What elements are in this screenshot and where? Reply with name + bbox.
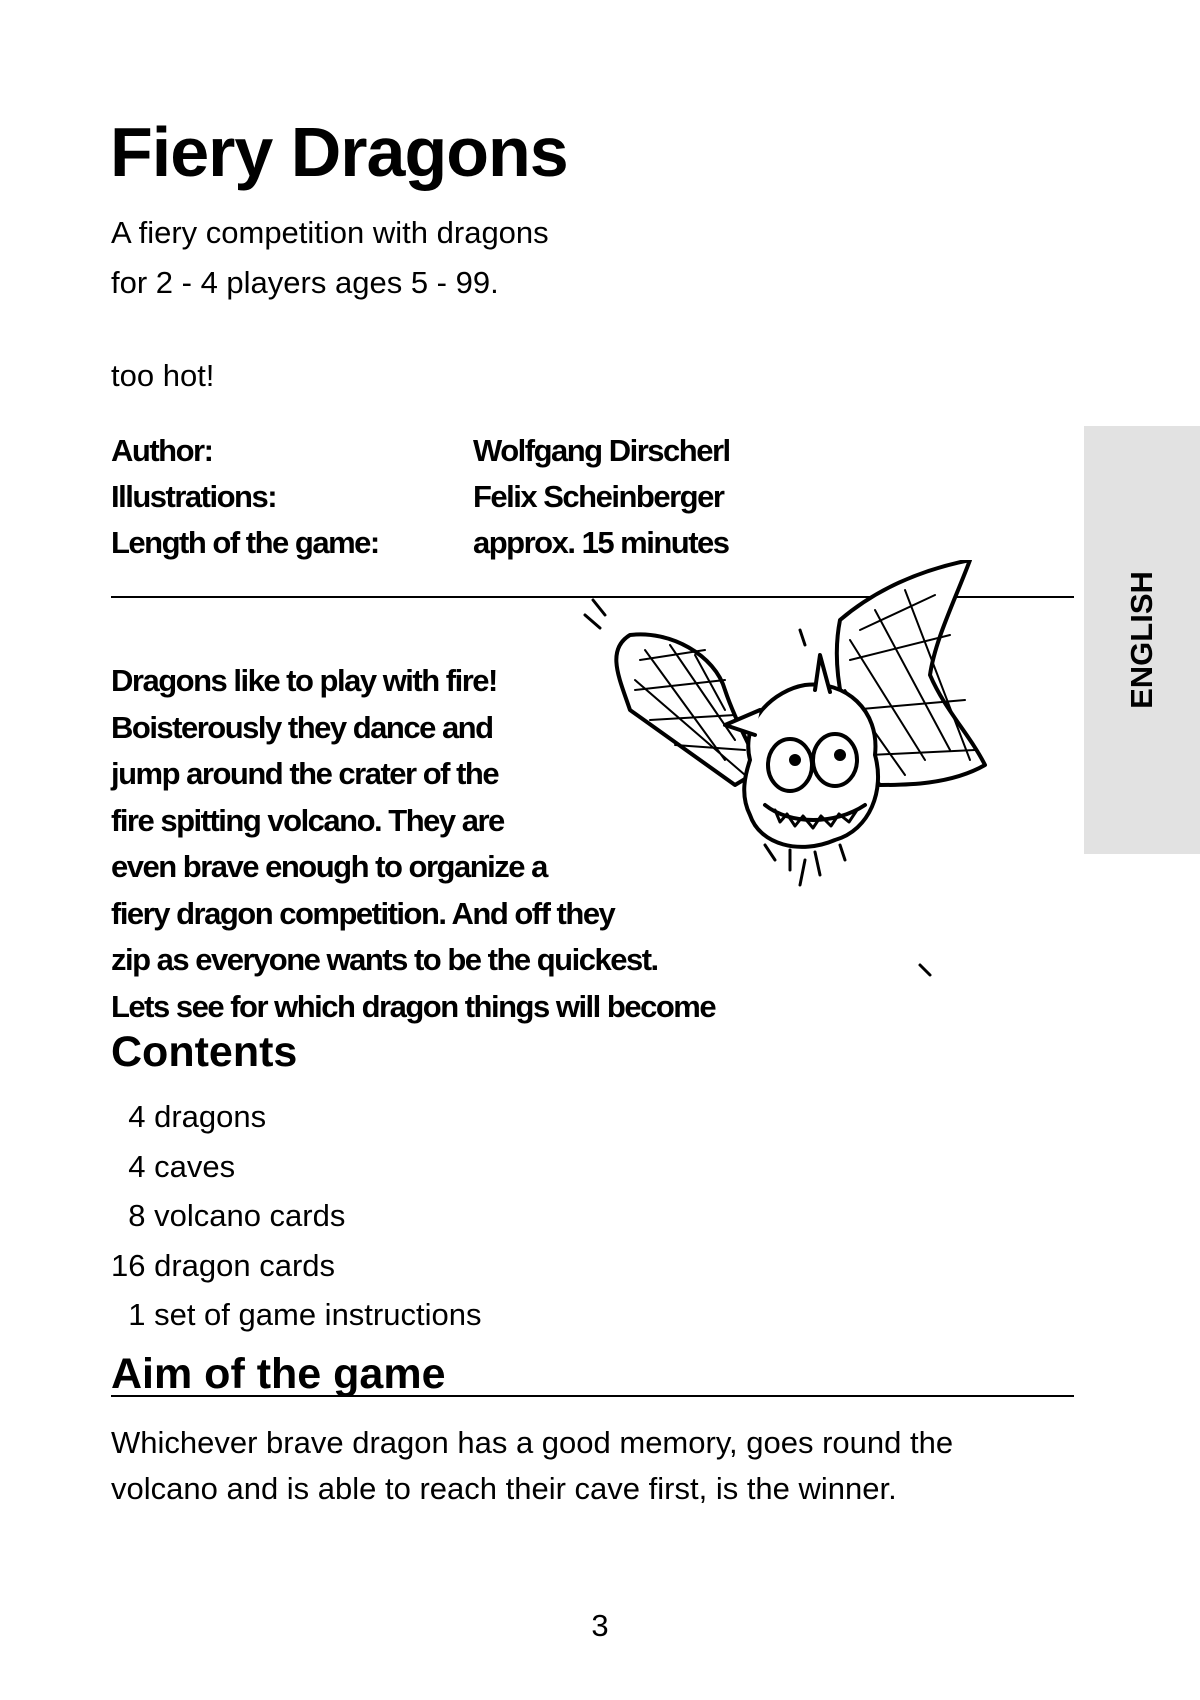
list-item [111,1092,481,1142]
aim-heading: Aim of the game [111,1350,446,1398]
intro-line: even brave enough to organize a [111,849,547,884]
credits-table [111,428,730,566]
aim-divider [111,1395,1074,1397]
credit-label: Author: [111,433,213,468]
aim-line: Whichever brave dragon has a good memory, goes round the [111,1425,954,1460]
credit-label: Length of the game: [111,525,379,560]
list-item-text: 4 caves [128,1148,236,1184]
teaser-text: too hot! [111,358,215,393]
language-tab [1084,426,1200,854]
subtitle-line: for 2 - 4 players ages 5 - 99. [111,265,499,300]
credit-label: Illustrations: [111,479,277,514]
contents-heading: Contents [111,1028,298,1076]
intro-line: fire spitting volcano. They are [111,802,504,838]
dragon-illustration [575,560,1035,1000]
list-item-text: 8 volcano cards [128,1198,346,1233]
credit-row-illustrations [111,474,730,520]
aim-text [111,1420,1071,1512]
list-item [111,1241,481,1291]
list-item [111,1191,481,1241]
contents-list [111,1092,481,1340]
credit-value: Felix Scheinberger [473,479,724,514]
language-tab-label: ENGLISH [1124,571,1159,709]
credit-value: Wolfgang Dirscherl [473,433,730,468]
page-title: Fiery Dragons [110,113,568,191]
subtitle [111,208,549,308]
list-item-text: 4 dragons [128,1099,267,1134]
list-item-text: 1 set of game instructions [128,1297,482,1332]
intro-line: Boisterously they dance and [111,709,493,745]
credit-value: approx. 15 minutes [473,525,729,560]
intro-line: Lets see for which dragon things will become [111,988,716,1024]
list-item [111,1290,481,1340]
subtitle-line: A fiery competition with dragons [111,215,549,250]
intro-line: fiery dragon competition. And off they [111,895,615,931]
credit-row-author [111,428,730,474]
list-item [111,1142,481,1192]
intro-line: jump around the crater of the [111,756,499,791]
page-number: 3 [591,1608,609,1643]
list-item-text: 16 dragon cards [111,1247,336,1283]
intro-line: Dragons like to play with fire! [111,663,497,698]
aim-line: volcano and is able to reach their cave first, is the winner. [111,1471,897,1506]
intro-line: zip as everyone wants to be the quickest. [111,942,658,977]
